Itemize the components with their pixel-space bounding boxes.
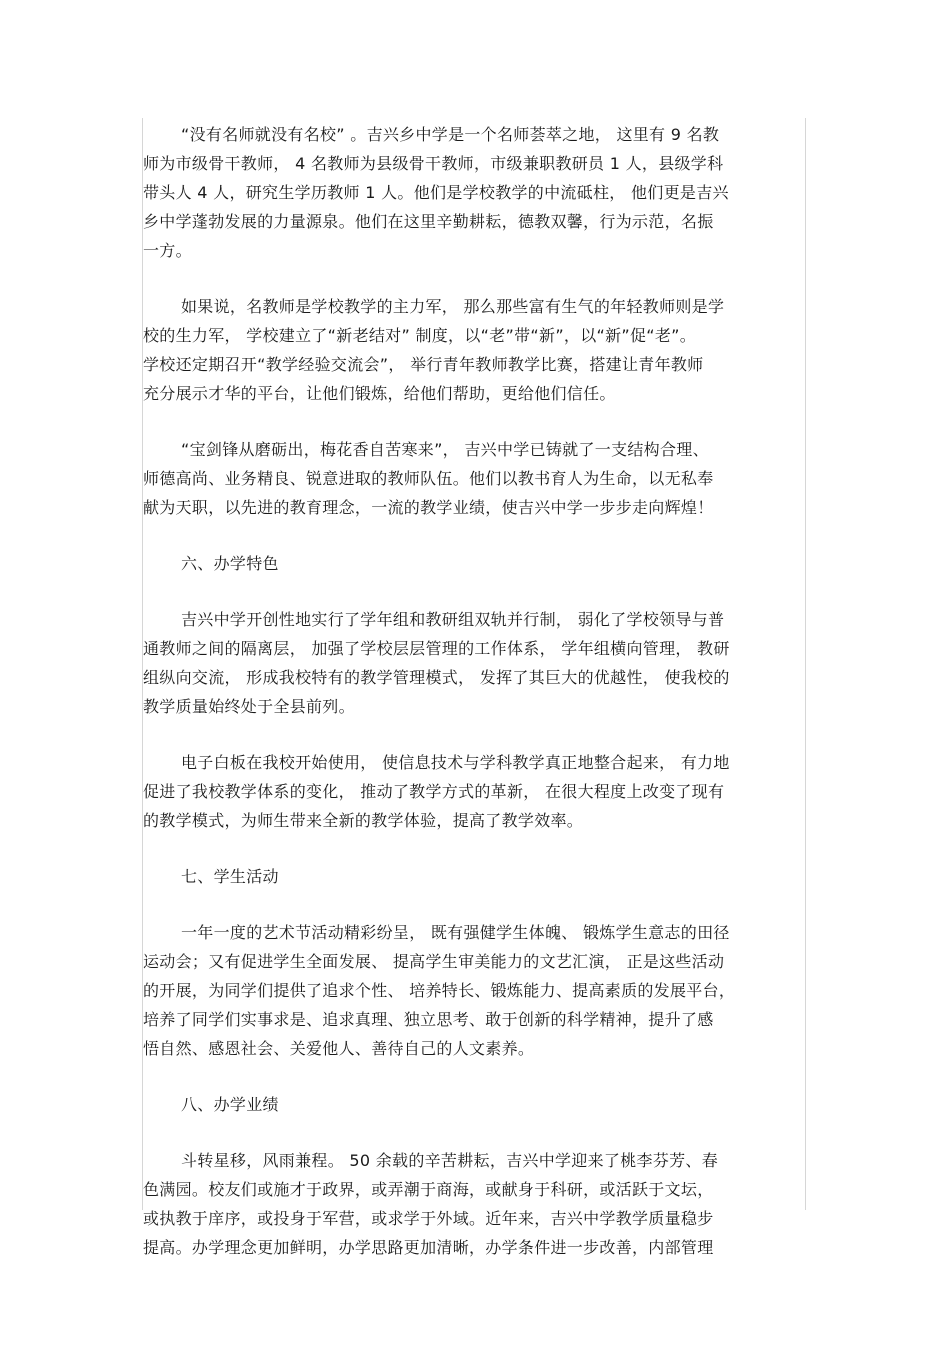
paragraph-line: 乡中学蓬勃发展的力量源泉。他们在这里辛勤耕耘，德教双馨，行为示范，名振 (143, 212, 714, 231)
paragraph-line: 斗转星移，风雨兼程。 50 余载的辛苦耕耘，吉兴中学迎来了桃李芬芳、春 (181, 1151, 719, 1170)
section-heading-achievements (143, 1090, 811, 1119)
paragraph-line: 或执教于庠序，或投身于军营，或求学于外域。近年来，吉兴中学教学质量稳步 (143, 1209, 714, 1228)
paragraph-line: 组纵向交流， 形成我校特有的教学管理模式， 发挥了其巨大的优越性， 使我校的 (143, 668, 730, 687)
paragraph-line: 培养了同学们实事求是、追求真理、独立思考、敢于创新的科学精神，提升了感 (143, 1010, 714, 1029)
paragraph-line: 提高。办学理念更加鲜明，办学思路更加清晰，办学条件进一步改善，内部管理 (143, 1238, 714, 1257)
paragraph-line: 的教学模式，为师生带来全新的教学体验，提高了教学效率。 (143, 811, 584, 830)
paragraph-line: 献为天职，以先进的教育理念，一流的教学业绩，使吉兴中学一步步走向辉煌！ (143, 498, 714, 517)
paragraph-line: 通教师之间的隔离层， 加强了学校层层管理的工作体系， 学年组横向管理， 教研 (143, 639, 730, 658)
section-heading-school-features (143, 549, 811, 578)
paragraph-whiteboard (143, 748, 811, 835)
paragraph-young-teachers (143, 292, 811, 408)
paragraph-line: 充分展示才华的平台，让他们锻炼，给他们帮助，更给他们信任。 (143, 384, 616, 403)
paragraph-line: “没有名师就没有名校” 。吉兴乡中学是一个名师荟萃之地， 这里有 9 名教 (181, 125, 720, 144)
paragraph-art-festival (143, 918, 811, 1063)
paragraph-line: 促进了我校教学体系的变化， 推动了教学方式的革新， 在很大程度上改变了现有 (143, 782, 725, 801)
paragraph-line: 色满园。校友们或施才于政界，或弄潮于商海，或献身于科研，或活跃于文坛， (143, 1180, 714, 1199)
paragraph-line: 师为市级骨干教师， 4 名教师为县级骨干教师，市级兼职教研员 1 人，县级学科 (143, 154, 724, 173)
paragraph-line: 学校还定期召开“教学经验交流会”， 举行青年教师教学比赛，搭建让青年教师 (143, 355, 704, 374)
section-heading-student-activities (143, 862, 811, 891)
paragraph-achievements (143, 1146, 811, 1262)
section-heading: 八、办学业绩 (181, 1095, 279, 1114)
paragraph-line: 的开展，为同学们提供了追求个性、 培养特长、锻炼能力、提高素质的发展平台， (143, 981, 736, 1000)
paragraph-line: 校的生力军， 学校建立了“新老结对” 制度，以“老”带“新”，以“新”促“老”。 (143, 326, 697, 345)
document-body (143, 120, 811, 1262)
paragraph-line: 吉兴中学开创性地实行了学年组和教研组双轨并行制， 弱化了学校领导与普 (181, 610, 725, 629)
paragraph-line: “宝剑锋从磨砺出，梅花香自苦寒来”， 吉兴中学已铸就了一支结构合理、 (181, 440, 709, 459)
paragraph-line: 教学质量始终处于全县前列。 (143, 697, 355, 716)
paragraph-line: 运动会；又有促进学生全面发展、 提高学生审美能力的文艺汇演， 正是这些活动 (143, 952, 725, 971)
section-heading: 六、办学特色 (181, 554, 279, 573)
paragraph-line: 如果说，名教师是学校教学的主力军， 那么那些富有生气的年轻教师则是学 (181, 297, 725, 316)
paragraph-line: 一方。 (143, 241, 192, 260)
paragraph-line: 师德高尚、业务精良、锐意进取的教师队伍。他们以教书育人为生命，以无私奉 (143, 469, 714, 488)
paragraph-dual-track (143, 605, 811, 721)
paragraph-line: 带头人 4 人，研究生学历教师 1 人。他们是学校教学的中流砥柱， 他们更是吉兴 (143, 183, 729, 202)
paragraph-line: 电子白板在我校开始使用， 使信息技术与学科教学真正地整合起来， 有力地 (181, 753, 730, 772)
paragraph-famous-teachers (143, 120, 811, 265)
section-heading: 七、学生活动 (181, 867, 279, 886)
paragraph-line: 一年一度的艺术节活动精彩纷呈， 既有强健学生体魄、 锻炼学生意志的田径 (181, 923, 730, 942)
paragraph-teacher-team (143, 435, 811, 522)
paragraph-line: 悟自然、感恩社会、关爱他人、善待自己的人文素养。 (143, 1039, 535, 1058)
